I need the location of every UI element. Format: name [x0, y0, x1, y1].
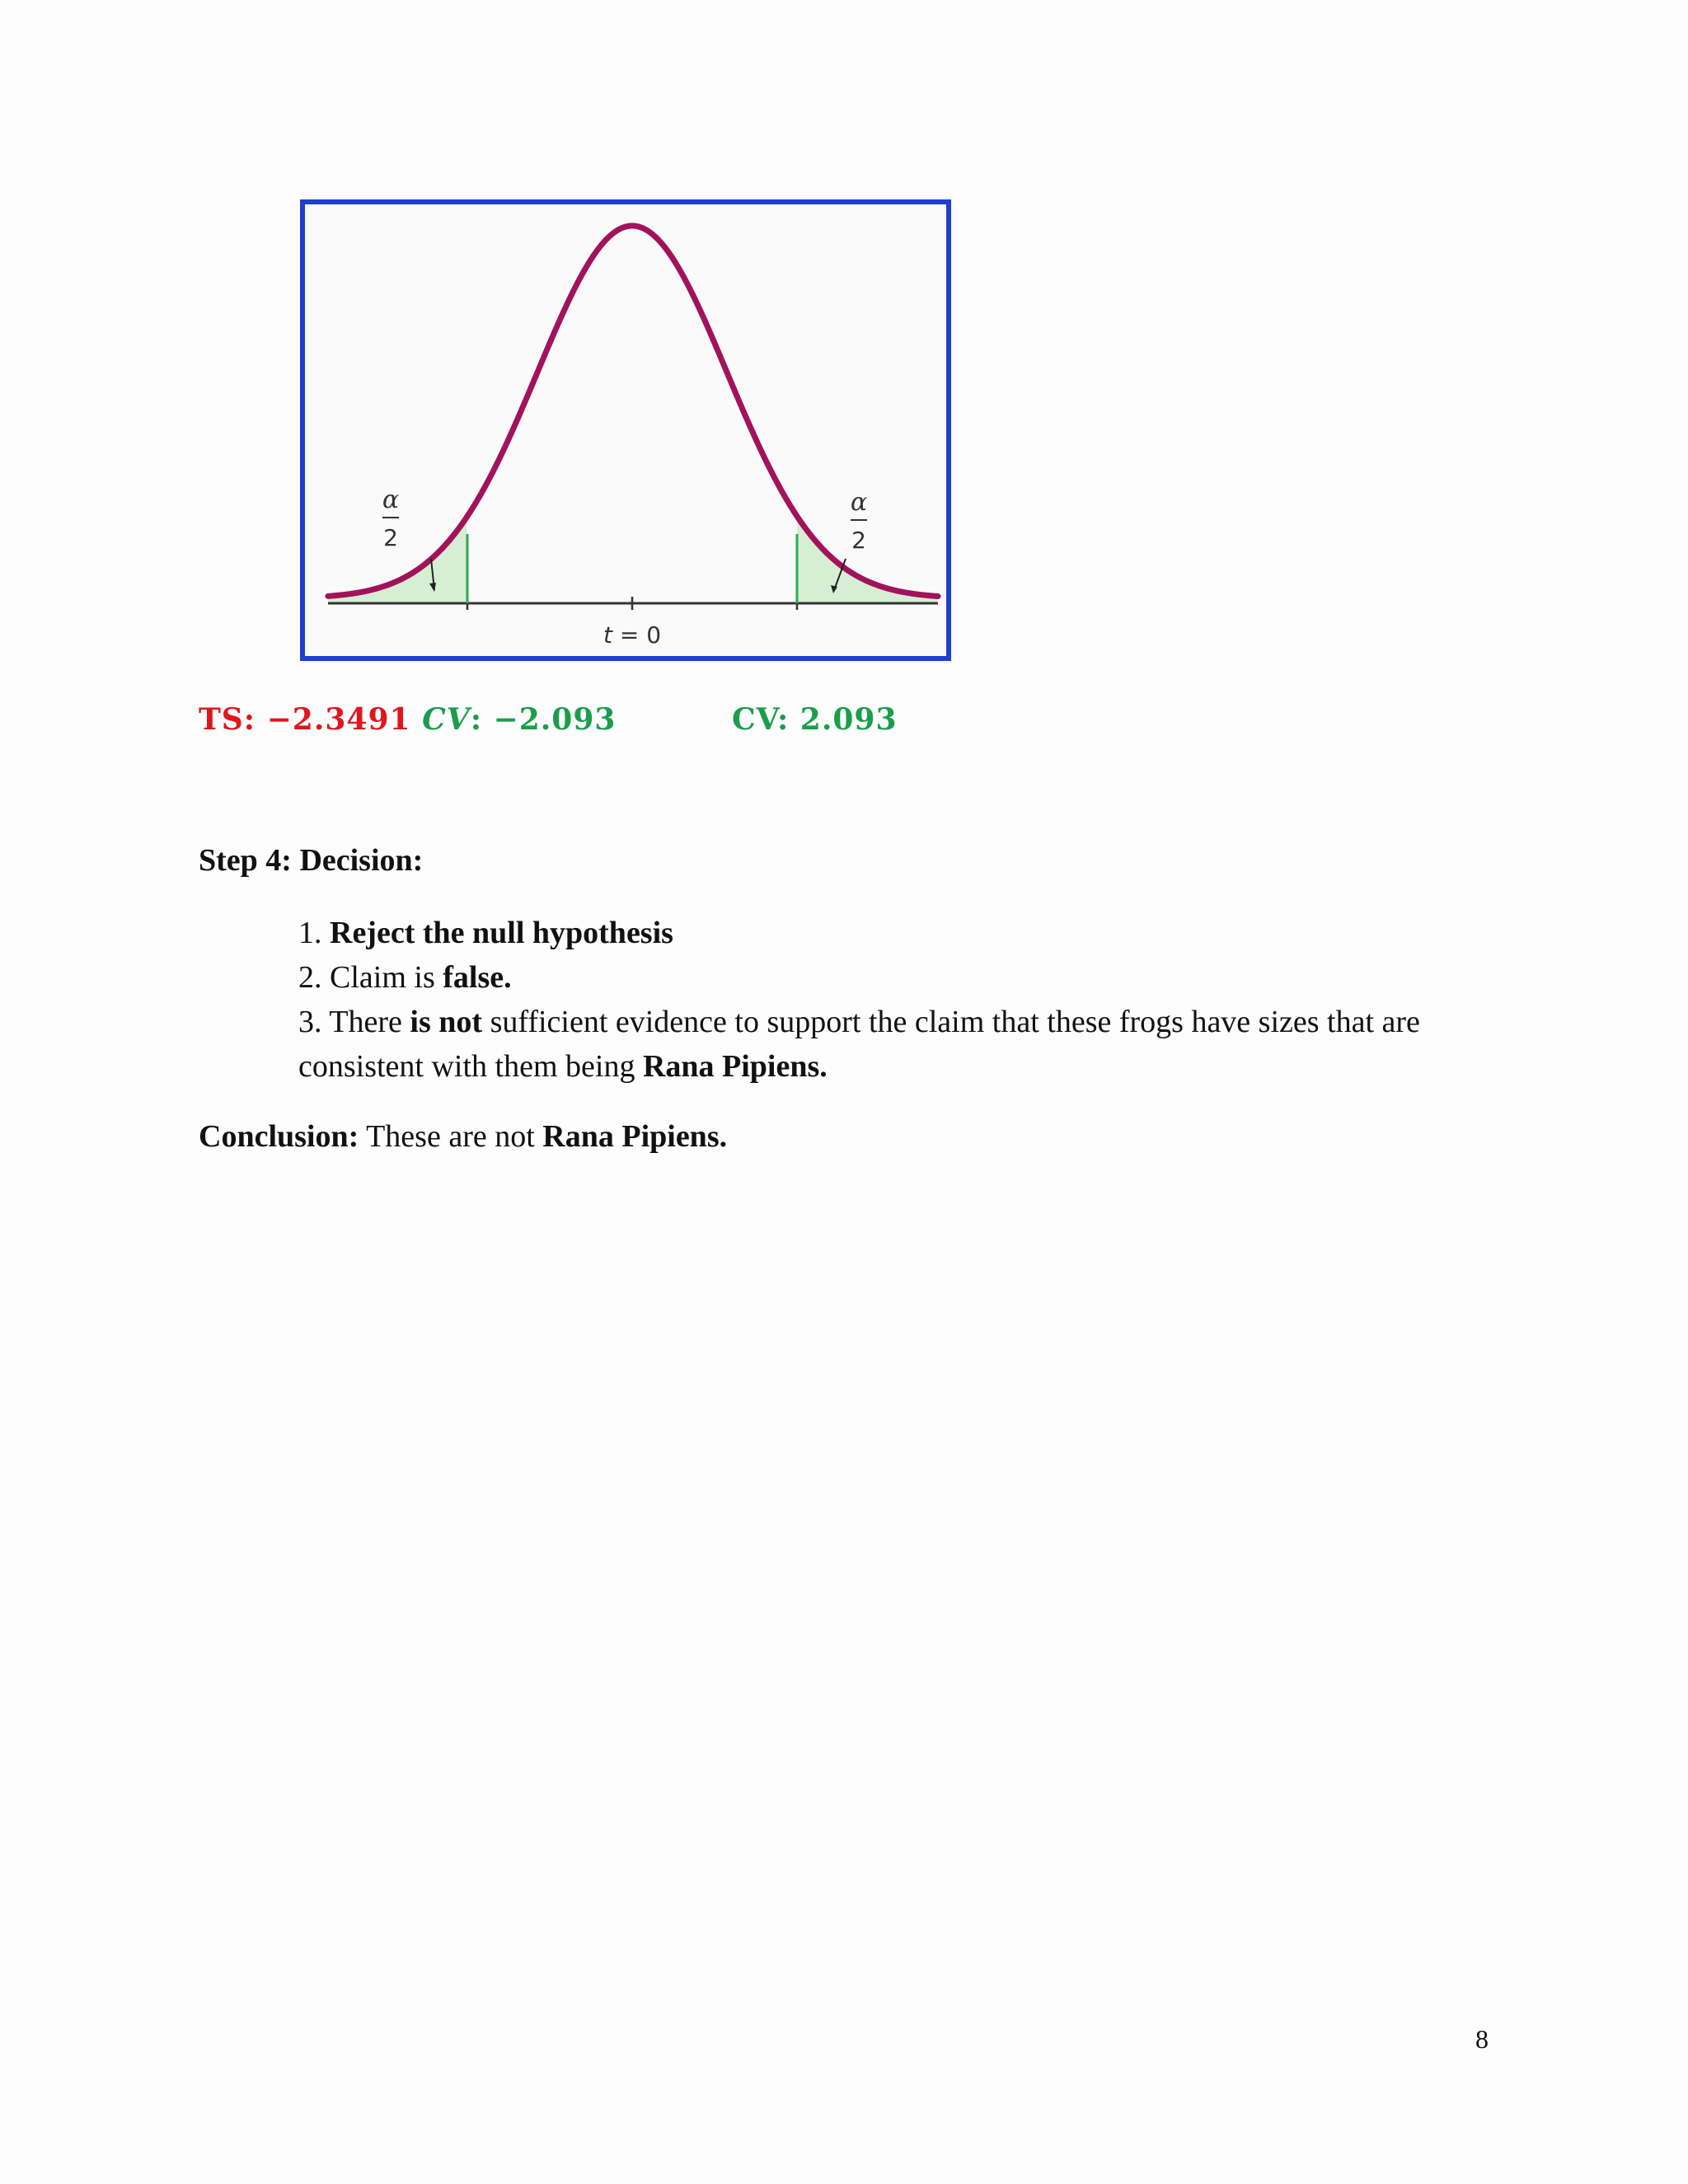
- decision-item-3: [298, 1000, 1510, 1089]
- conclusion-paragraph: [199, 1114, 727, 1159]
- cv-left-value: : −2.093: [470, 702, 617, 737]
- page-number: 8: [1475, 2024, 1489, 2054]
- step4-heading: Step 4: Decision:: [199, 843, 424, 878]
- decision-item-3-bold: is not: [410, 1005, 483, 1039]
- test-statistic-and-left-critical-value: [199, 702, 616, 737]
- conclusion-label: Conclusion:: [199, 1119, 359, 1154]
- t-distribution-svg: [305, 204, 946, 656]
- cv-left-label: CV: [422, 702, 471, 737]
- decision-item-2-bold: false.: [443, 960, 512, 995]
- left-alpha-numerator: α: [382, 485, 400, 514]
- decision-item-2-text: 2. Claim is: [298, 960, 443, 995]
- left-alpha-denominator: 2: [383, 524, 398, 551]
- conclusion-text: These are not: [359, 1119, 543, 1154]
- decision-item-3-text: sufficient evidence to support the claim that these frogs have sizes that are consistent with them being: [298, 1005, 1420, 1084]
- decision-item-1-number: 1.: [298, 916, 330, 950]
- decision-item-2: [298, 955, 1510, 1000]
- right-critical-value: CV: 2.093: [732, 702, 898, 737]
- right-alpha-numerator: α: [850, 488, 868, 517]
- decision-item-1-bold: Reject the null hypothesis: [330, 916, 673, 950]
- right-alpha-denominator: 2: [851, 527, 866, 554]
- t-equals-zero-label: t = 0: [603, 621, 662, 649]
- conclusion-species: Rana Pipiens.: [542, 1119, 728, 1154]
- t-distribution-figure: [300, 199, 951, 661]
- decision-item-1: [298, 911, 1510, 955]
- ts-value: −2.3491: [266, 702, 411, 737]
- right-tail-region: [797, 516, 938, 603]
- decision-item-3-species: Rana Pipiens.: [642, 1049, 828, 1084]
- t-curve: [328, 226, 938, 597]
- decision-list: [298, 911, 1510, 1089]
- ts-label: TS:: [199, 702, 267, 737]
- decision-item-3-prefix: 3. There: [298, 1005, 410, 1039]
